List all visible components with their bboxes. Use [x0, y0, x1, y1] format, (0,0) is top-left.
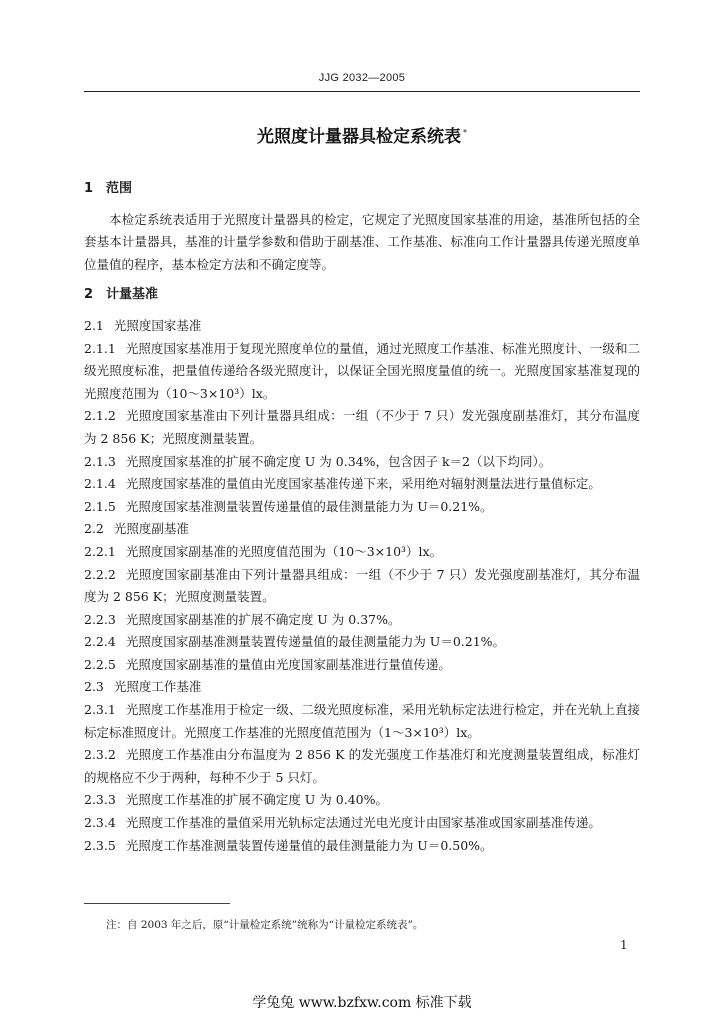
clause-text: 光照度国家基准的量值由光度国家基准传递下来，采用绝对辐射测量法进行量值标定。 — [125, 476, 601, 492]
clause-item — [84, 676, 640, 699]
clause-item — [84, 473, 640, 496]
title-note-mark: * — [463, 128, 467, 138]
clause-item — [84, 789, 640, 812]
clause-number: 2.3.3 — [84, 792, 116, 808]
clause-number: 2.1.1 — [84, 340, 116, 356]
clause-item — [84, 518, 640, 541]
clause-text: 光照度工作基准的扩展不确定度 U 为 0.40%。 — [125, 792, 388, 808]
clause-text: 光照度国家基准测量装置传递量值的最佳测量能力为 U＝0.21%。 — [125, 498, 493, 514]
section-heading-scope: 1 范围 — [84, 181, 133, 196]
footnote: 注：自 2003 年之后，原“计量检定系统”统称为“计量检定系统表”。 — [106, 919, 424, 931]
clause-text: 光照度工作基准的量值采用光轨标定法通过光电光度计由国家基准或国家副基准传递。 — [125, 815, 601, 831]
clause-text: 光照度工作基准用于检定一级、二级光照度标准，采用光轨标定法进行检定，并在光轨上直接标定标准照度计。光照度工作基准的光照度值范围为（1～3×10³）lx。 — [84, 702, 640, 740]
clause-text: 光照度国家基准 — [113, 317, 202, 333]
clause-number: 2.2.5 — [84, 656, 116, 672]
clause-item — [84, 744, 640, 789]
clause-item — [84, 654, 640, 677]
footnote-rule — [84, 903, 230, 904]
clause-item — [84, 496, 640, 519]
watermark: 学兔兔 www.bzfxw.com 标准下载 — [252, 995, 472, 1011]
clause-number: 2.3.4 — [84, 815, 116, 831]
clause-text: 光照度国家副基准由下列计量器具组成：一组（不少于 7 只）发光强度副基准灯，其分布温度为 2 856 K；光照度测量装置。 — [84, 566, 640, 605]
clause-number: 2.2.3 — [84, 611, 116, 627]
clause-item — [84, 699, 640, 744]
scope-paragraph: 本检定系统表适用于光照度计量器具的检定，它规定了光照度国家基准的用途，基准所包括的全套基本计量器具，基准的计量学参数和借助于副基准、工作基准、标准向工作计量器具传递光照度单位量值的程序，基本检定方法和不确定度等。 — [84, 211, 640, 272]
clause-number: 2.3.5 — [84, 837, 116, 853]
page-title — [0, 122, 724, 147]
clause-item — [84, 451, 640, 474]
header-rule — [84, 91, 640, 92]
clause-text: 光照度国家副基准测量装置传递量值的最佳测量能力为 U＝0.21%。 — [125, 634, 506, 650]
clause-item — [84, 315, 640, 338]
clause-number: 2.2 — [84, 521, 104, 537]
clause-text: 光照度国家副基准的扩展不确定度 U 为 0.37%。 — [125, 611, 401, 627]
clause-number: 2.1.4 — [84, 476, 116, 492]
clause-item — [84, 338, 640, 406]
clause-text: 光照度国家副基准的量值由光度国家副基准进行量值传递。 — [125, 656, 451, 672]
clause-text: 光照度国家副基准的光照度值范围为（10～3×10³）lx。 — [125, 543, 443, 559]
document-code-header: JJG 2032—2005 — [318, 72, 406, 84]
clause-item — [84, 835, 640, 858]
clause-text: 光照度国家基准用于复现光照度单位的量值，通过光照度工作基准、标准光照度计、一级和二级光照度标准，把量值传递给各级光照度计，以保证全国光照度量值的统一。光照度国家基准复现的光照度范围为（10～3×10³）lx。 — [84, 340, 640, 401]
section-heading-standards: 2 计量基准 — [84, 287, 159, 303]
clause-text: 光照度工作基准测量装置传递量值的最佳测量能力为 U＝0.50%。 — [125, 837, 493, 853]
title-text: 光照度计量器具检定系统表 — [257, 127, 461, 147]
clause-number: 2.2.1 — [84, 543, 116, 559]
clause-number: 2.2.2 — [84, 566, 116, 582]
clause-number: 2.1.2 — [84, 408, 116, 424]
clause-number: 2.1.5 — [84, 498, 116, 514]
clause-text: 光照度副基准 — [113, 521, 189, 537]
clause-text: 光照度国家基准由下列计量器具组成：一组（不少于 7 只）发光强度副基准灯，其分布温度为 2 856 K；光照度测量装置。 — [84, 408, 640, 446]
document-body — [84, 178, 640, 857]
clause-item — [84, 564, 640, 609]
clause-item — [84, 631, 640, 654]
clause-item — [84, 812, 640, 835]
clause-text: 光照度工作基准由分布温度为 2 856 K 的发光强度工作基准灯和光度测量装置组成，标准灯的规格应不少于两种，每种不少于 5 只灯。 — [84, 747, 640, 785]
clause-item — [84, 541, 640, 564]
clause-number: 2.3.2 — [84, 747, 116, 763]
clause-number: 2.2.4 — [84, 634, 116, 650]
clause-text: 光照度国家基准的扩展不确定度 U 为 0.34%，包含因子 k＝2（以下均同）。 — [125, 453, 552, 469]
clause-number: 2.1 — [84, 317, 104, 333]
clause-text: 光照度工作基准 — [113, 679, 202, 695]
clause-number: 2.3 — [84, 679, 104, 695]
clause-item — [84, 609, 640, 632]
clause-list — [84, 315, 640, 857]
clause-number: 2.1.3 — [84, 453, 116, 469]
clause-number: 2.3.1 — [84, 702, 116, 718]
clause-item — [84, 405, 640, 450]
page-number: 1 — [620, 938, 628, 952]
